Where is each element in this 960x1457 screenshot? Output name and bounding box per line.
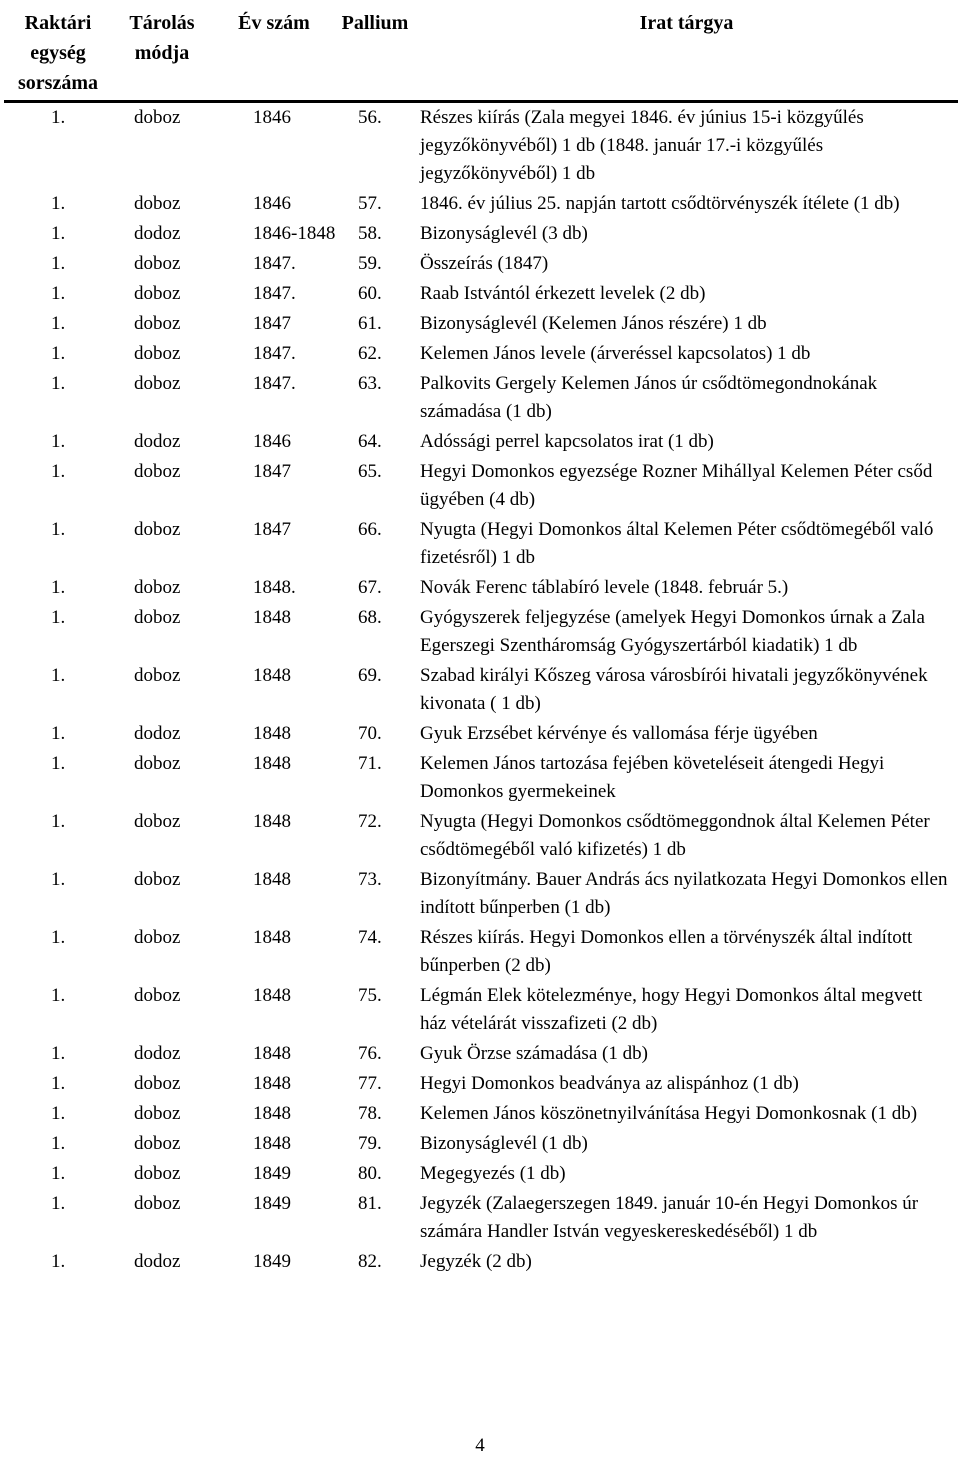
table-header: [0, 4, 960, 100]
cell-subject: Összeírás (1847): [420, 253, 549, 274]
cell-unit: 1.: [51, 519, 66, 540]
cell-year: 1848: [253, 1043, 291, 1064]
cell-year: 1849: [253, 1251, 291, 1272]
cell-unit: 1.: [51, 1193, 66, 1214]
table-row: [0, 339, 960, 369]
table-row: [0, 1099, 960, 1129]
cell-storage: doboz: [134, 665, 181, 686]
cell-unit: 1.: [51, 343, 66, 364]
cell-pallium: 71.: [358, 753, 382, 774]
cell-storage: dodoz: [134, 723, 181, 744]
cell-subject: Hegyi Domonkos beadványa az alispánhoz (1 db): [420, 1073, 799, 1094]
cell-subject: Gyuk Erzsébet kérvénye és vallomása férje ügyében: [420, 723, 818, 744]
cell-year: 1848: [253, 1103, 291, 1124]
cell-year: 1848: [253, 927, 291, 948]
table-row: [0, 369, 960, 427]
cell-subject: Nyugta (Hegyi Domonkos által Kelemen Péter csődtömegéből való fizetésről) 1 db: [420, 519, 934, 568]
cell-year: 1847: [253, 519, 291, 540]
cell-subject: Adóssági perrel kapcsolatos irat (1 db): [420, 431, 714, 452]
cell-year: 1847: [253, 461, 291, 482]
cell-unit: 1.: [51, 985, 66, 1006]
cell-storage: doboz: [134, 927, 181, 948]
cell-year: 1849: [253, 1193, 291, 1214]
table-row: [0, 923, 960, 981]
cell-pallium: 60.: [358, 283, 382, 304]
cell-pallium: 70.: [358, 723, 382, 744]
cell-storage: doboz: [134, 461, 181, 482]
cell-subject: Jegyzék (2 db): [420, 1251, 532, 1272]
cell-unit: 1.: [51, 1251, 66, 1272]
cell-storage: doboz: [134, 607, 181, 628]
cell-pallium: 78.: [358, 1103, 382, 1124]
cell-year: 1846: [253, 193, 291, 214]
cell-storage: doboz: [134, 343, 181, 364]
cell-pallium: 68.: [358, 607, 382, 628]
cell-storage: dodoz: [134, 1251, 181, 1272]
cell-year: 1847.: [253, 343, 296, 364]
cell-storage: doboz: [134, 193, 181, 214]
cell-subject: Szabad királyi Kőszeg városa városbírói hivatali jegyzőkönyvének kivonata ( 1 db): [420, 665, 928, 714]
cell-unit: 1.: [51, 607, 66, 628]
table-row: [0, 309, 960, 339]
cell-subject: Bizonyságlevél (Kelemen János részére) 1 db: [420, 313, 767, 334]
column-header-unit-line: Raktári: [24, 12, 92, 34]
table-row: [0, 1159, 960, 1189]
cell-pallium: 82.: [358, 1251, 382, 1272]
cell-subject: Gyuk Örzse számadása (1 db): [420, 1043, 648, 1064]
cell-subject: 1846. év július 25. napján tartott csődtörvényszék ítélete (1 db): [420, 193, 900, 214]
column-header-subject: Irat tárgya: [639, 12, 734, 34]
table-row: [0, 981, 960, 1039]
cell-subject: Hegyi Domonkos egyezsége Rozner Mihállyal Kelemen Péter csőd ügyében (4 db): [420, 461, 933, 510]
cell-pallium: 75.: [358, 985, 382, 1006]
cell-pallium: 81.: [358, 1193, 382, 1214]
cell-year: 1848: [253, 1073, 291, 1094]
cell-unit: 1.: [51, 431, 66, 452]
table-row: [0, 189, 960, 219]
cell-subject: Kelemen János köszönetnyilvánítása Hegyi Domonkosnak (1 db): [420, 1103, 918, 1124]
cell-pallium: 76.: [358, 1043, 382, 1064]
table-row: [0, 1247, 960, 1277]
cell-unit: 1.: [51, 811, 66, 832]
table-row: [0, 719, 960, 749]
cell-year: 1848: [253, 665, 291, 686]
cell-unit: 1.: [51, 753, 66, 774]
cell-year: 1848: [253, 753, 291, 774]
column-header-pallium: Pallium: [341, 12, 409, 34]
table-row: [0, 1039, 960, 1069]
cell-storage: doboz: [134, 1193, 181, 1214]
table-row: [0, 1129, 960, 1159]
cell-year: 1848: [253, 985, 291, 1006]
cell-subject: Jegyzék (Zalaegerszegen 1849. január 10-én Hegyi Domonkos úr számára Handler István vegyeskereskedéséből) 1 db: [420, 1193, 919, 1242]
cell-storage: doboz: [134, 373, 181, 394]
cell-unit: 1.: [51, 1163, 66, 1184]
cell-pallium: 57.: [358, 193, 382, 214]
cell-pallium: 80.: [358, 1163, 382, 1184]
cell-subject: Nyugta (Hegyi Domonkos csődtömeggondnok által Kelemen Péter csődtömegéből való kifizetés) 1 db: [420, 811, 930, 860]
cell-subject: Palkovits Gergely Kelemen János úr csődtömegondnokának számadása (1 db): [420, 373, 878, 422]
cell-unit: 1.: [51, 193, 66, 214]
cell-year: 1848: [253, 1133, 291, 1154]
cell-storage: doboz: [134, 869, 181, 890]
table-body: [0, 103, 960, 1277]
cell-unit: 1.: [51, 253, 66, 274]
cell-pallium: 65.: [358, 461, 382, 482]
cell-year: 1846: [253, 107, 291, 128]
cell-pallium: 63.: [358, 373, 382, 394]
cell-subject: Bizonyítmány. Bauer András ács nyilatkozata Hegyi Domonkos ellen indított bűnperben (1 db): [420, 869, 948, 918]
cell-pallium: 72.: [358, 811, 382, 832]
cell-unit: 1.: [51, 223, 66, 244]
cell-pallium: 62.: [358, 343, 382, 364]
cell-storage: doboz: [134, 313, 181, 334]
cell-pallium: 73.: [358, 869, 382, 890]
cell-storage: doboz: [134, 253, 181, 274]
column-header-unit: [4, 8, 112, 98]
cell-unit: 1.: [51, 283, 66, 304]
cell-subject: Gyógyszerek feljegyzése (amelyek Hegyi Domonkos úrnak a Zala Egerszegi Szentháromság Gyógyszertárból kiadatik) 1 db: [420, 607, 925, 656]
column-header-year: Év szám: [238, 12, 310, 34]
cell-subject: Bizonyságlevél (1 db): [420, 1133, 588, 1154]
column-header-storage-line: módja: [134, 42, 190, 64]
cell-storage: doboz: [134, 985, 181, 1006]
table-row: [0, 1069, 960, 1099]
table-row: [0, 573, 960, 603]
cell-pallium: 59.: [358, 253, 382, 274]
cell-storage: doboz: [134, 283, 181, 304]
cell-unit: 1.: [51, 927, 66, 948]
cell-subject: Részes kiírás (Zala megyei 1846. év június 15-i közgyűlés jegyzőkönyvéből) 1 db (1848. január 17.-i közgyűlés jegyzőkönyvéből) 1 db: [420, 107, 864, 184]
table-row: [0, 103, 960, 189]
cell-pallium: 56.: [358, 107, 382, 128]
cell-storage: dodoz: [134, 223, 181, 244]
column-header-storage: [114, 8, 210, 68]
cell-year: 1846: [253, 431, 291, 452]
cell-storage: doboz: [134, 1133, 181, 1154]
cell-storage: doboz: [134, 1103, 181, 1124]
cell-unit: 1.: [51, 869, 66, 890]
table-row: [0, 661, 960, 719]
cell-pallium: 77.: [358, 1073, 382, 1094]
cell-year: 1847.: [253, 283, 296, 304]
cell-unit: 1.: [51, 1043, 66, 1064]
column-header-unit-line: sorszáma: [18, 72, 98, 94]
cell-storage: doboz: [134, 107, 181, 128]
cell-subject: Kelemen János tartozása fejében követeléseit átengedi Hegyi Domonkos gyermekeinek: [420, 753, 885, 802]
cell-pallium: 67.: [358, 577, 382, 598]
cell-unit: 1.: [51, 723, 66, 744]
table-row: [0, 427, 960, 457]
cell-subject: Kelemen János levele (árveréssel kapcsolatos) 1 db: [420, 343, 811, 364]
cell-pallium: 79.: [358, 1133, 382, 1154]
cell-year: 1846-1848: [253, 223, 336, 244]
cell-year: 1848: [253, 723, 291, 744]
cell-unit: 1.: [51, 577, 66, 598]
cell-storage: doboz: [134, 811, 181, 832]
cell-year: 1848: [253, 811, 291, 832]
cell-year: 1848.: [253, 577, 296, 598]
cell-pallium: 64.: [358, 431, 382, 452]
cell-storage: doboz: [134, 1073, 181, 1094]
table-row: [0, 749, 960, 807]
cell-unit: 1.: [51, 1073, 66, 1094]
cell-subject: Megegyezés (1 db): [420, 1163, 566, 1184]
cell-year: 1848: [253, 607, 291, 628]
cell-storage: doboz: [134, 1163, 181, 1184]
column-header-storage-line: Tárolás: [129, 12, 195, 34]
table-row: [0, 515, 960, 573]
table-row: [0, 219, 960, 249]
cell-year: 1847.: [253, 373, 296, 394]
cell-pallium: 69.: [358, 665, 382, 686]
table-row: [0, 603, 960, 661]
cell-subject: Részes kiírás. Hegyi Domonkos ellen a törvényszék által indított bűnperben (2 db): [420, 927, 913, 976]
cell-pallium: 74.: [358, 927, 382, 948]
table-row: [0, 457, 960, 515]
cell-unit: 1.: [51, 373, 66, 394]
table-row: [0, 249, 960, 279]
column-header-unit-line: egység: [30, 42, 86, 64]
cell-storage: doboz: [134, 519, 181, 540]
table-row: [0, 807, 960, 865]
cell-storage: doboz: [134, 577, 181, 598]
cell-subject: Novák Ferenc táblabíró levele (1848. február 5.): [420, 577, 789, 598]
cell-year: 1849: [253, 1163, 291, 1184]
cell-unit: 1.: [51, 107, 66, 128]
cell-year: 1847.: [253, 253, 296, 274]
cell-unit: 1.: [51, 313, 66, 334]
page-number: 4: [475, 1435, 485, 1456]
table-row: [0, 865, 960, 923]
cell-unit: 1.: [51, 461, 66, 482]
table-row: [0, 279, 960, 309]
cell-unit: 1.: [51, 1103, 66, 1124]
cell-year: 1848: [253, 869, 291, 890]
cell-unit: 1.: [51, 665, 66, 686]
cell-storage: dodoz: [134, 1043, 181, 1064]
cell-unit: 1.: [51, 1133, 66, 1154]
cell-storage: doboz: [134, 753, 181, 774]
cell-pallium: 58.: [358, 223, 382, 244]
cell-storage: dodoz: [134, 431, 181, 452]
cell-pallium: 61.: [358, 313, 382, 334]
cell-subject: Raab Istvántól érkezett levelek (2 db): [420, 283, 706, 304]
table-row: [0, 1189, 960, 1247]
cell-year: 1847: [253, 313, 291, 334]
cell-subject: Légmán Elek kötelezménye, hogy Hegyi Domonkos által megvett ház vételárát visszafizeti (2 db): [420, 985, 923, 1034]
cell-subject: Bizonyságlevél (3 db): [420, 223, 588, 244]
cell-pallium: 66.: [358, 519, 382, 540]
